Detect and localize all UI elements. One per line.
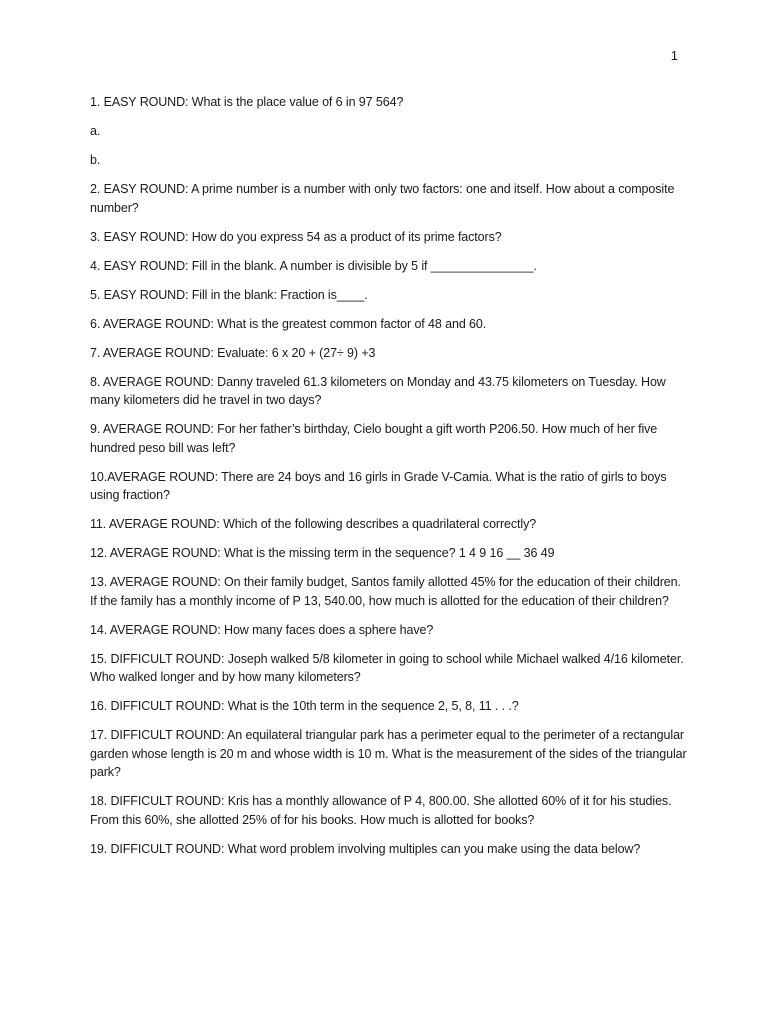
question-4: 4. EASY ROUND: Fill in the blank. A number is divisible by 5 if _______________. <box>90 258 537 273</box>
question-17: 17. DIFFICULT ROUND: An equilateral triangular park has a perimeter equal to the perimeter of a rectangular garden whose length is 20 m and whose width is 10 m. What is the measurement of the sides of the triangular park? <box>90 728 687 779</box>
question-18: 18. DIFFICULT ROUND: Kris has a monthly allowance of P 4, 800.00. She allotted 60% of it for his studies. From this 60%, she allotted 25% of for his books. How much is allotted for books? <box>90 794 672 827</box>
page-number: 1 <box>670 48 678 63</box>
question-11: 11. AVERAGE ROUND: Which of the following describes a quadrilateral correctly? <box>90 517 537 531</box>
question-6: 6. AVERAGE ROUND: What is the greatest common factor of 48 and 60. <box>90 316 487 331</box>
question-3: 3. EASY ROUND: How do you express 54 as a product of its prime factors? <box>90 229 502 244</box>
question-7: 7. AVERAGE ROUND: Evaluate: 6 x 20 + (27÷ 9) +3 <box>90 345 376 360</box>
question-1: 1. EASY ROUND: What is the place value of 6 in 97 564? <box>90 95 404 109</box>
question-14: 14. AVERAGE ROUND: How many faces does a sphere have? <box>90 622 434 637</box>
question-8: 8. AVERAGE ROUND: Danny traveled 61.3 kilometers on Monday and 43.75 kilometers on Tuesday. How many kilometers did he travel in two days? <box>90 374 666 407</box>
question-13: 13. AVERAGE ROUND: On their family budget, Santos family allotted 45% for the education of their children. If the family has a monthly income of P 13, 540.00, how much is allotted for the education of their children? <box>90 575 681 608</box>
question-19: 19. DIFFICULT ROUND: What word problem involving multiples can you make using the data below? <box>90 841 641 856</box>
question-15: 15. DIFFICULT ROUND: Joseph walked 5/8 kilometer in going to school while Michael walked 4/16 kilometer. Who walked longer and by how many kilometers? <box>90 651 684 684</box>
question-2: 2. EASY ROUND: A prime number is a number with only two factors: one and itself. How about a composite number? <box>90 182 675 215</box>
question-10: 10.AVERAGE ROUND: There are 24 boys and 16 girls in Grade V-Camia. What is the ratio of girls to boys using fraction? <box>90 469 667 502</box>
question-5: 5. EASY ROUND: Fill in the blank: Fraction is____. <box>90 287 368 302</box>
question-12: 12. AVERAGE ROUND: What is the missing term in the sequence? 1 4 9 16 __ 36 49 <box>90 546 555 560</box>
question-16: 16. DIFFICULT ROUND: What is the 10th term in the sequence 2, 5, 8, 11 . . .? <box>90 699 519 713</box>
question-list <box>90 93 690 869</box>
question-9: 9. AVERAGE ROUND: For her father’s birthday, Cielo bought a gift worth P206.50. How much of her five hundred peso bill was left? <box>90 422 658 455</box>
answer-option-b: b. <box>90 153 101 167</box>
answer-option-a: a. <box>90 124 101 138</box>
